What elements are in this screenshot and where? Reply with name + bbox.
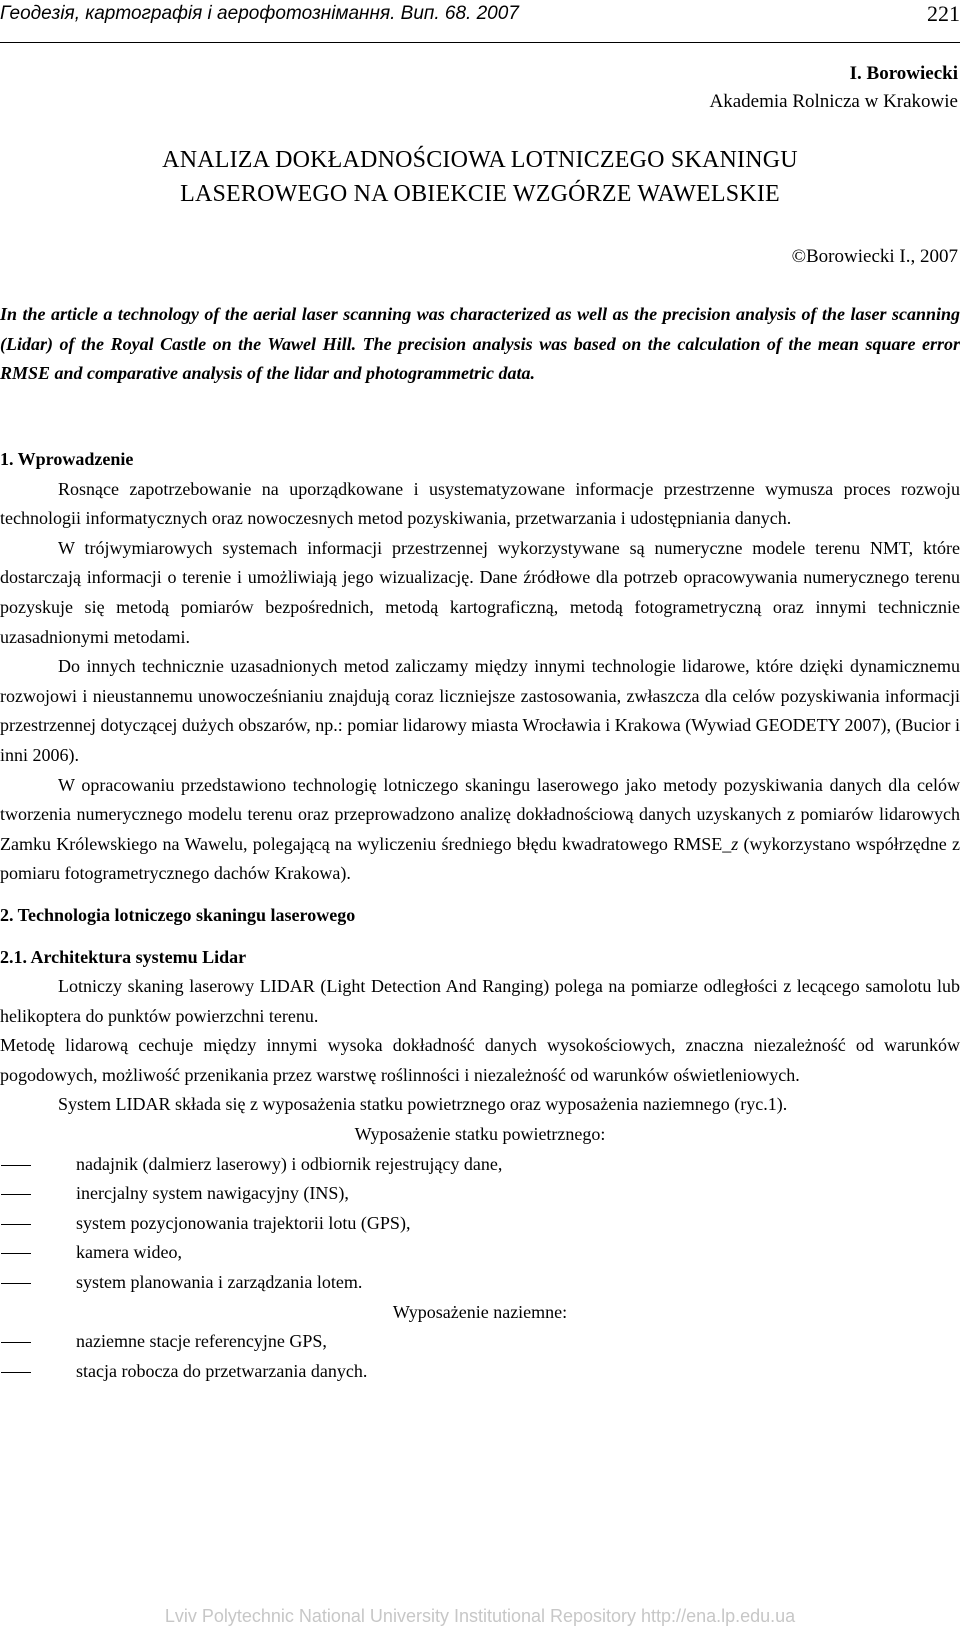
paragraph: Rosnące zapotrzebowanie na uporządkowane i usystematyzowane informacje przestrzenne wymusza proces rozwoju technologii informatycznych oraz nowoczesnych metod pozyskiwania, przetwarzania i udostępniania danych. xyxy=(0,478,960,529)
copyright-line: ©Borowiecki I., 2007 xyxy=(791,246,958,267)
subscript-variable: z xyxy=(731,833,739,854)
title-line-2: LASEROWEGO NA OBIEKCIE WZGÓRZE WAWELSKIE xyxy=(180,181,780,207)
list-item: naziemne stacje referencyjne GPS, xyxy=(0,1327,960,1357)
dash-bullet xyxy=(1,1194,31,1195)
spacer xyxy=(0,889,960,901)
air-equipment-list xyxy=(0,1150,960,1298)
paper-title xyxy=(0,143,960,211)
list-item: stacja robocza do przetwarzania danych. xyxy=(0,1357,960,1387)
dash-bullet xyxy=(1,1165,31,1166)
section-heading-2: 2. Technologia lotniczego skaningu laserowego xyxy=(0,904,356,925)
list-item: system pozycjonowania trajektorii lotu (GPS), xyxy=(0,1209,960,1239)
paragraph-text: W opracowaniu przedstawiono technologię lotniczego skaningu laserowego jako metody pozyskiwania danych dla celów tworzenia numerycznego modelu terenu oraz przeprowadzono analizę dokładnościową danych uzyskanych z pomiarów lidarowych Zamku Królewskiego na Wawelu, polegającą na wyliczeniu średniego błędu kwadratowego RMSE_ xyxy=(0,774,960,854)
header-rule xyxy=(0,42,960,43)
author-block xyxy=(710,60,959,116)
dash-bullet xyxy=(1,1253,31,1254)
paragraph: Do innych technicznie uzasadnionych metod zaliczamy między innymi technologie lidarowe, które dzięki dynamicznemu rozwojowi i nieustannemu unowocześnianiu znajdują coraz liczniejsze zastosowania, zwłaszcza dla celów pozyskiwania informacji przestrzennej dotyczącej dużych obszarów, np.: pomiar lidarowy miasta Wrocławia i Krakowa (Wywiad GEODETY 2007), (Bucior i inni 2006). xyxy=(0,656,960,765)
paragraph xyxy=(0,771,960,889)
paragraph: Lotniczy skaning laserowy LIDAR (Light Detection And Ranging) polega na pomiarze odległości z lecącego samolotu lub helikoptera do punktów powierzchni terenu. xyxy=(0,976,960,1026)
section-heading-1: 1. Wprowadzenie xyxy=(0,449,134,469)
paragraph: System LIDAR składa się z wyposażenia statku powietrznego oraz wyposażenia naziemnego (ryc.1). xyxy=(58,1094,788,1115)
section-heading-2-1: 2.1. Architektura systemu Lidar xyxy=(0,946,247,967)
body-text xyxy=(0,445,960,1386)
dash-bullet xyxy=(1,1342,31,1343)
paragraph: Metodę lidarową cechuje między innymi wysoka dokładność danych wysokościowych, znaczna niezależność od warunków pogodowych, możliwość przenikania przez warstwę roślinności i niezależność od warunków oświetleniowych. xyxy=(0,1035,960,1085)
dash-bullet xyxy=(1,1224,31,1225)
paragraph: W trójwymiarowych systemach informacji przestrzennej wykorzystywane są numeryczne modele terenu NMT, które dostarczają informacji o terenie i umożliwiają jego wizualizację. Dane źródłowe dla potrzeb opracowywania numerycznego terenu pozyskuje się metodą pomiarów bezpośrednich, metodą kartograficzną, metodą fotogrametryczną oraz innymi technicznie uzasadnionymi metodami. xyxy=(0,537,960,647)
list-item: kamera wideo, xyxy=(0,1238,960,1268)
paragraph-text: (wykorzystano współrzędne z pomiaru fotogrametrycznego dachów Krakowa). xyxy=(0,833,960,884)
list-heading-air: Wyposażenie statku powietrznego: xyxy=(354,1124,606,1145)
abstract: In the article a technology of the aerial laser scanning was characterized as well as the precision analysis of the laser scanning (Lidar) of the Royal Castle on the Wawel Hill. The precision analysis was based on the calculation of the mean square error RMSE and comparative analysis of the lidar and photogrammetric data. xyxy=(0,304,960,383)
ground-equipment-list xyxy=(0,1327,960,1386)
dash-bullet xyxy=(1,1283,31,1284)
list-heading-ground: Wyposażenie naziemne: xyxy=(392,1301,568,1322)
dash-bullet xyxy=(1,1372,31,1373)
page-number: 221 xyxy=(927,1,960,26)
list-item: nadajnik (dalmierz laserowy) i odbiornik rejestrujący dane, xyxy=(0,1150,960,1180)
list-item: inercjalny system nawigacyjny (INS), xyxy=(0,1179,960,1209)
repository-footer: Lviv Polytechnic National University Institutional Repository http://ena.lp.edu.ua xyxy=(164,1606,796,1626)
journal-title: Геодезія, картографія і аерофотознімання. Вип. 68. 2007 xyxy=(0,3,519,24)
title-line-1: ANALIZA DOKŁADNOŚCIOWA LOTNICZEGO SKANINGU xyxy=(162,147,798,173)
author-affiliation: Akademia Rolnicza w Krakowie xyxy=(709,91,958,112)
running-header xyxy=(0,0,960,32)
list-item: system planowania i zarządzania lotem. xyxy=(0,1268,960,1298)
author-name: I. Borowiecki xyxy=(849,63,958,84)
spacer xyxy=(0,931,960,943)
